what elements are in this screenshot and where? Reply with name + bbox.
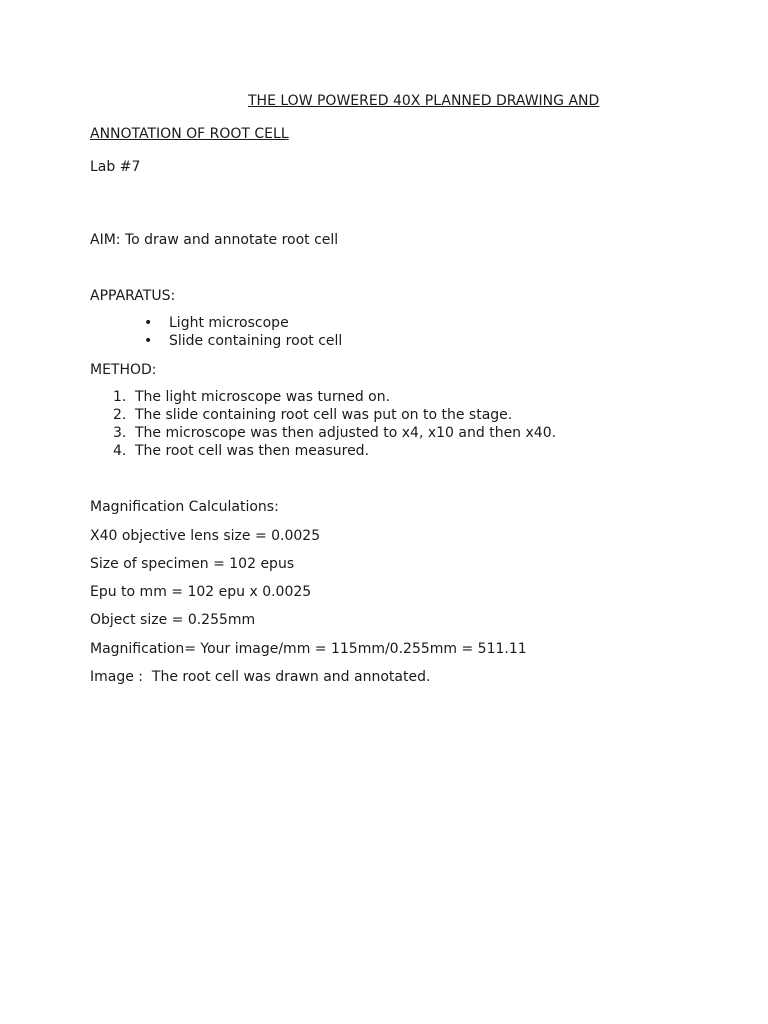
calculation-line: Magnification= Your image/mm = 115mm/0.255mm = 511.11 <box>90 641 527 657</box>
step-text: The slide containing root cell was put on to the stage. <box>135 407 513 423</box>
bullet-icon: • <box>144 333 153 349</box>
method-heading: METHOD: <box>90 362 157 378</box>
calculation-line: X40 objective lens size = 0.0025 <box>90 528 321 544</box>
step-text: The microscope was then adjusted to x4, x10 and then x40. <box>135 425 557 441</box>
step-number: 1. <box>113 389 127 405</box>
document-title-line-1: THE LOW POWERED 40X PLANNED DRAWING AND <box>248 93 600 109</box>
calculation-line: Epu to mm = 102 epu x 0.0025 <box>90 584 312 600</box>
step-number: 2. <box>113 407 127 423</box>
aim-text: AIM: To draw and annotate root cell <box>90 232 339 248</box>
apparatus-list-item <box>144 332 342 350</box>
apparatus-item-label: Slide containing root cell <box>169 333 343 349</box>
method-step <box>113 388 390 406</box>
step-number: 3. <box>113 425 127 441</box>
image-note: Image : The root cell was drawn and annotated. <box>90 669 431 685</box>
lab-number: Lab #7 <box>90 159 141 175</box>
bullet-icon: • <box>144 315 153 331</box>
apparatus-list-item <box>144 314 289 332</box>
method-step <box>113 406 512 424</box>
calculations-heading: Magnification Calculations: <box>90 499 279 515</box>
step-text: The root cell was then measured. <box>135 443 370 459</box>
method-step <box>113 442 369 460</box>
document-title-line-2: ANNOTATION OF ROOT CELL <box>90 126 289 142</box>
calculation-line: Object size = 0.255mm <box>90 612 256 628</box>
method-step <box>113 424 556 442</box>
apparatus-heading: APPARATUS: <box>90 288 176 304</box>
apparatus-item-label: Light microscope <box>169 315 289 331</box>
step-text: The light microscope was turned on. <box>135 389 391 405</box>
step-number: 4. <box>113 443 127 459</box>
calculation-line: Size of specimen = 102 epus <box>90 556 295 572</box>
